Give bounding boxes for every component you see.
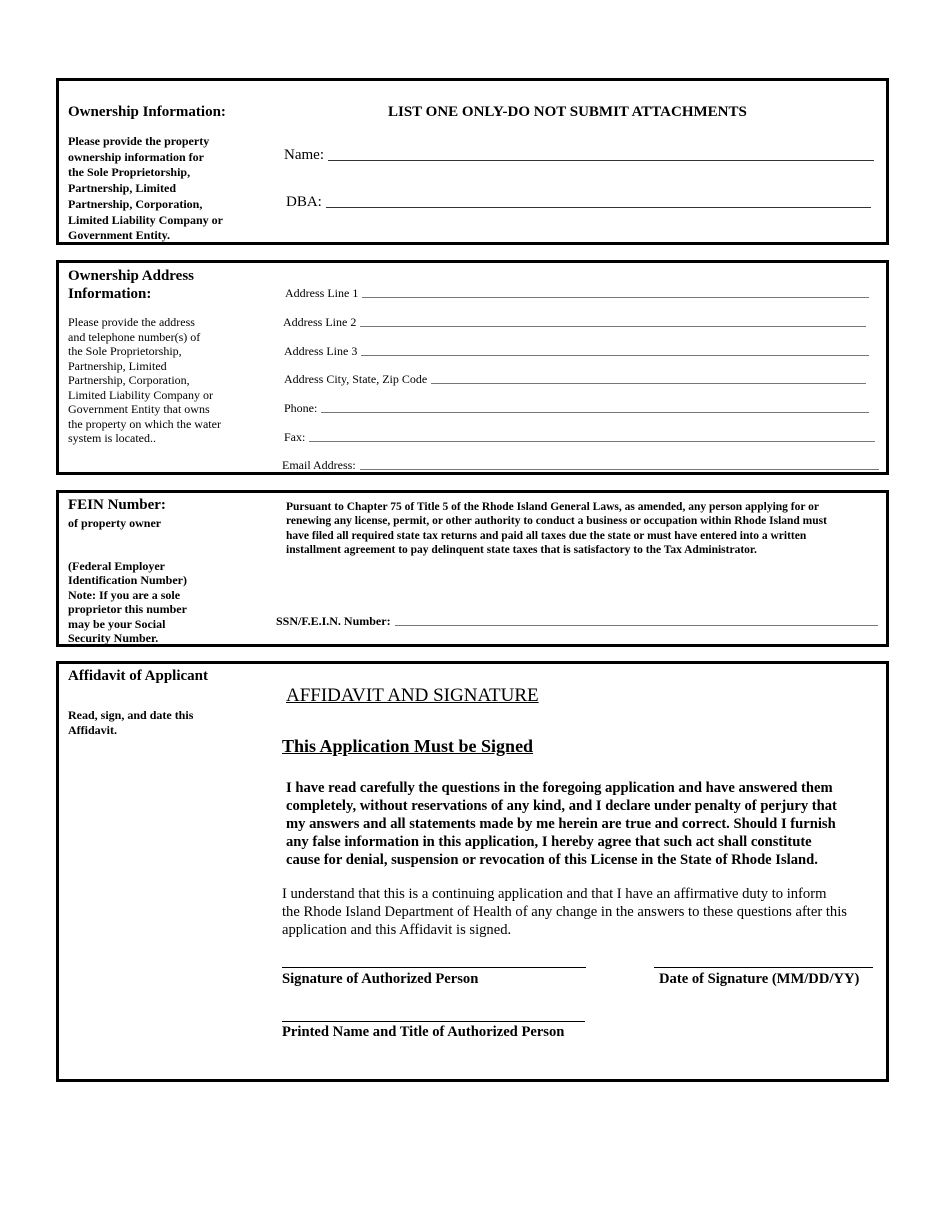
address-heading: Ownership Address Information: xyxy=(68,268,195,302)
affidavit-instructions: Read, sign, and date this Affidavit. xyxy=(68,708,194,737)
ownership-instructions: Please provide the property ownership information for the Sole Proprietorship, Partnership, Limited Partnership, Corporation, Limited Liability Company or Government Entity. xyxy=(68,134,224,243)
address-line-3-field[interactable]: Address Line 3 xyxy=(284,344,869,359)
printed-name-line[interactable] xyxy=(282,1021,585,1022)
affidavit-section xyxy=(56,661,889,1082)
fein-note: (Federal Employer Identification Number) Note: If you are a sole proprietor this number may be your Social Security Number. xyxy=(68,559,187,646)
signature-line[interactable] xyxy=(282,967,586,968)
fein-section xyxy=(56,490,889,647)
name-field[interactable] xyxy=(284,147,874,164)
address-line-2-field[interactable]: Address Line 2 xyxy=(283,315,866,330)
email-field[interactable]: Email Address: xyxy=(282,458,879,473)
continuing-duty-statement: I understand that this is a continuing application and that I have an affirmative duty to inform the Rhode Island Department of Health of any change in the answers to these questions after this application and this Affidavit is signed. xyxy=(282,886,847,938)
ownership-section xyxy=(56,78,889,245)
address-line-1-field[interactable]: Address Line 1 xyxy=(285,286,869,301)
address-section xyxy=(56,260,889,475)
affidavit-title: AFFIDAVIT AND SIGNATURE xyxy=(286,685,539,706)
affidavit-heading: Affidavit of Applicant xyxy=(68,668,209,684)
perjury-declaration: I have read carefully the questions in the foregoing application and have answered them completely, without reservations of any kind, and I declare under penalty of perjury that my answers and all statements made by me herein are true and correct. Should I furnish any false information in this application, I hereby agree that such act shall constitute cause for denial, suspension or revocation of this License in the State of Rhode Island. xyxy=(286,780,837,868)
printed-name-label: Printed Name and Title of Authorized Person xyxy=(282,1024,565,1040)
fax-field[interactable]: Fax: xyxy=(284,430,875,445)
phone-field[interactable]: Phone: xyxy=(284,401,869,416)
fein-heading: FEIN Number: xyxy=(68,497,166,513)
date-line[interactable] xyxy=(654,967,873,968)
address-instructions: Please provide the address and telephone number(s) of the Sole Proprietorship, Partnership, Limited Partnership, Corporation, Limited Liability Company or Government Entity that owns the property on which the water system is located.. xyxy=(68,315,221,445)
ssn-fein-field[interactable] xyxy=(276,614,878,629)
attachments-banner: LIST ONE ONLY-DO NOT SUBMIT ATTACHMENTS xyxy=(388,104,747,120)
ssn-fein-label: SSN/F.E.I.N. Number: xyxy=(276,614,391,628)
fein-subheading: of property owner xyxy=(68,516,162,530)
dba-label: DBA: xyxy=(286,194,322,210)
ownership-heading: Ownership Information: xyxy=(68,104,226,120)
address-city-state-zip-field[interactable]: Address City, State, Zip Code xyxy=(284,372,866,387)
dba-field[interactable] xyxy=(286,194,871,211)
date-label: Date of Signature (MM/DD/YY) xyxy=(659,971,860,987)
tax-law-notice: Pursuant to Chapter 75 of Title 5 of the Rhode Island General Laws, as amended, any person applying for or renewing any license, permit, or other authority to conduct a business or occupation within Rhode Island must have filed all required state tax returns and paid all taxes due the state or must have entered into a written installment agreement to pay delinquent state taxes that is satisfactory to the Tax Administrator. xyxy=(286,501,827,557)
name-label: Name: xyxy=(284,147,324,163)
must-sign-notice: This Application Must be Signed xyxy=(282,736,534,756)
signature-label: Signature of Authorized Person xyxy=(282,971,479,987)
